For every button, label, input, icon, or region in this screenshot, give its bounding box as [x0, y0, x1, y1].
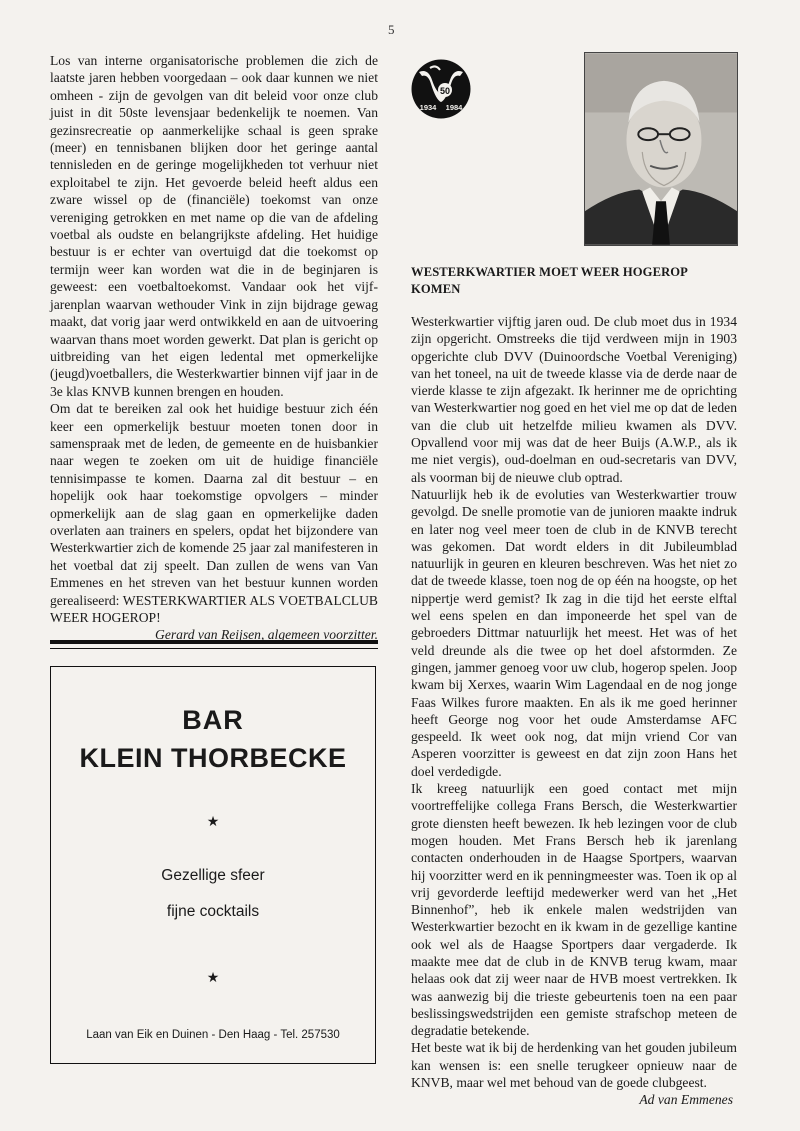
page-number: 5	[388, 22, 395, 37]
divider-thick	[50, 640, 378, 644]
star-icon: ★	[206, 813, 220, 829]
advertisement-bar-klein-thorbecke	[50, 666, 376, 1064]
right-signature: Ad van Emmenes	[639, 1092, 733, 1108]
ad-slogan-2: fijne cocktails	[166, 903, 260, 920]
ad-title-name: KLEIN THORBECKE	[79, 743, 347, 773]
logo-number: 50	[439, 86, 451, 96]
right-article	[411, 264, 737, 1109]
left-article	[50, 52, 378, 644]
right-paragraph-1: Westerkwartier vijftig jaren oud. De club moet dus in 1934 zijn opgericht. Omstreeks die tijd verdween mijn in 1903 opgerichte club DVV (Duinoordsche Voetbal Vereniging) van het toneel, na uit de tweede klasse via de derde naar de vierde klasse te zijn afgezakt. Ik herinner me de oprichting van Westerkwartier nog goed en het viel me op dat de leden van die club uit hetzelfde milieu kwamen als DVV. Opvallend voor mij was dat de heer Buijs (A.W.P., als ik me niet vergis), oud-doelman en oud-secretaris van DVV, als voorman bij de nieuwe club optrad.	[411, 314, 737, 485]
ad-address: Laan van Eik en Duinen - Den Haag - Tel. 257530	[86, 1029, 340, 1041]
star-icon: ★	[206, 969, 220, 985]
ad-title-bar: BAR	[182, 705, 244, 735]
portrait-photo	[584, 52, 738, 246]
ad-slogan-1: Gezellige sfeer	[161, 867, 265, 884]
left-paragraph-2: Om dat te bereiken zal ook het huidige bestuur zich één keer een opmerkelijk bestuur moeten tonen door in samenspraak met de leden, de gemeente en de huisbankier naar wegen te zoeken om uit de huidige financiële tennisimpasse te komen. Daarna zal dit bestuur – en hopelijk ook haar toekomstige opvolgers – minder opmerkelijk aan de slag gaan en opmerkelijke daden overlaten aan trainers en spelers, opdat het bijzondere van Westerkwartier zich de komende 25 jaar zal manifesteren in het voetbal dat zij speelt. Dan zullen de wens van Van Emmenes en het streven van het bestuur kunnen worden gerealiseerd: WESTERKWARTIER ALS VOETBALCLUB WEER HOGEROP!	[50, 401, 378, 625]
left-paragraph-1: Los van interne organisatorische problemen die zich de laatste jaren hebben voorgedaan – ook daar kunnen we niet omheen - zijn de gevolgen van dit beleid voor onze club juist in dit 50ste levensjaar bedenkelijk te noemen. Van gezinsrecreatie op aanmerkelijke schaal is geen sprake (meer) en tennisbanen blijken door het geringe aantal tennisleden en de geringe mogelijkheden tot verhuur niet exploitabel te zijn. Het gevoerde beleid heeft aldus een zware wissel op de (financiële) toekomst van onze vereniging getrokken en met name op die van de afdeling voetbal als oudste en belangrijkste afdeling. Het huidige bestuur is er echter van overtuigd dat die toekomst op termijn weer kan worden wat die in de beginjaren is geweest: een voetbaltoekomst. Vandaar ook het vijf-jarenplan waarvan wethouder Vink in zijn bijdrage gewag maakt, dat vorig jaar werd ontwikkeld en aan de uitvoering waarvan thans moet worden gewerkt. Dat plan is gericht op uitbreiding van het eigen ledental met opmerkelijke (jeugd)voetballers, die Westerkwartier binnen vijf jaar in de 3e klas KNVB kunnen brengen en houden.	[50, 53, 378, 399]
divider-thin	[50, 648, 378, 649]
right-paragraph-3: Ik kreeg natuurlijk een goed contact met mijn voortreffelijke collega Frans Bersch, die Westerkwartier grote diensten heeft bewezen. Ik heb lezingen voor de club mogen houden. Met Frans Bersch heb ik jarenlang contacten onderhouden in de Haagse Sportpers, waarvan hij voorzitter werd en ik penningmeester was. Toen ik op al vrij gevorderde leeftijd medewerker werd van het „Het Binnenhof”, heb ik enkele malen wedstrijden van Westerkwartier bezocht en ik kwam in de gezellige kantine ook wel als de Haagse Sportpers daar vergaderde. Ik maakte mee dat de club in de KNVB terug kwam, maar helaas ook dat zij weer naar de HVB moest vertrekken. Ik was aanwezig bij die trieste gebeurtenis toen na een paar beslissingswedstrijden een gemiste strafschop meteen de degradatie betekende.	[411, 781, 737, 1039]
left-signature: Gerard van Reijsen, algemeen voorzitter.	[155, 627, 378, 643]
logo-year-end: 1984	[445, 103, 463, 112]
right-paragraph-2: Natuurlijk heb ik de evoluties van Westerkwartier trouw gevolgd. De snelle promotie van de junioren maakte indruk en later nog veel meer toen de club in de KNVB terecht was gekomen. Dat wordt elders in dit Jubileumblad natuurlijk in geuren en kleuren beschreven. Was het niet zo dat de tweede klasse, toen nog de op één na hoogste, op het nippertje werd gemist? Ik zag in die tijd het eerste elftal wel eens spelen en dan imponeerde het spel van de gebroeders Dittmar natuurlijk het meest. Het was of het veld dreunde als die twee op het doel afstormden. Ze gingen, jammer genoeg voor uw club, hogerop spelen. Joop kwam bij Xerxes, waarin Wim Lagendaal en de nog jonge Faas Wilkes furore maakten. En als ik me goed herinner heeft George nog voor het oude Amsterdamse AFC gespeeld. Ik weet ook nog, dat mijn vriend Cor van Asperen voorzitter is geweest en dat zijn zoon Hans het doel verdedigde.	[411, 486, 737, 779]
club-logo-icon	[410, 58, 472, 120]
article-headline: WESTERKWARTIER MOET WEER HOGEROP KOMEN	[411, 265, 688, 296]
right-paragraph-4: Het beste wat ik bij de herdenking van het gouden jubileum kan wensen is: een snelle terugkeer opnieuw naar de KNVB, maar wel met behoud van de goede clubgeest.	[411, 1040, 737, 1091]
logo-year-start: 1934	[419, 103, 437, 112]
